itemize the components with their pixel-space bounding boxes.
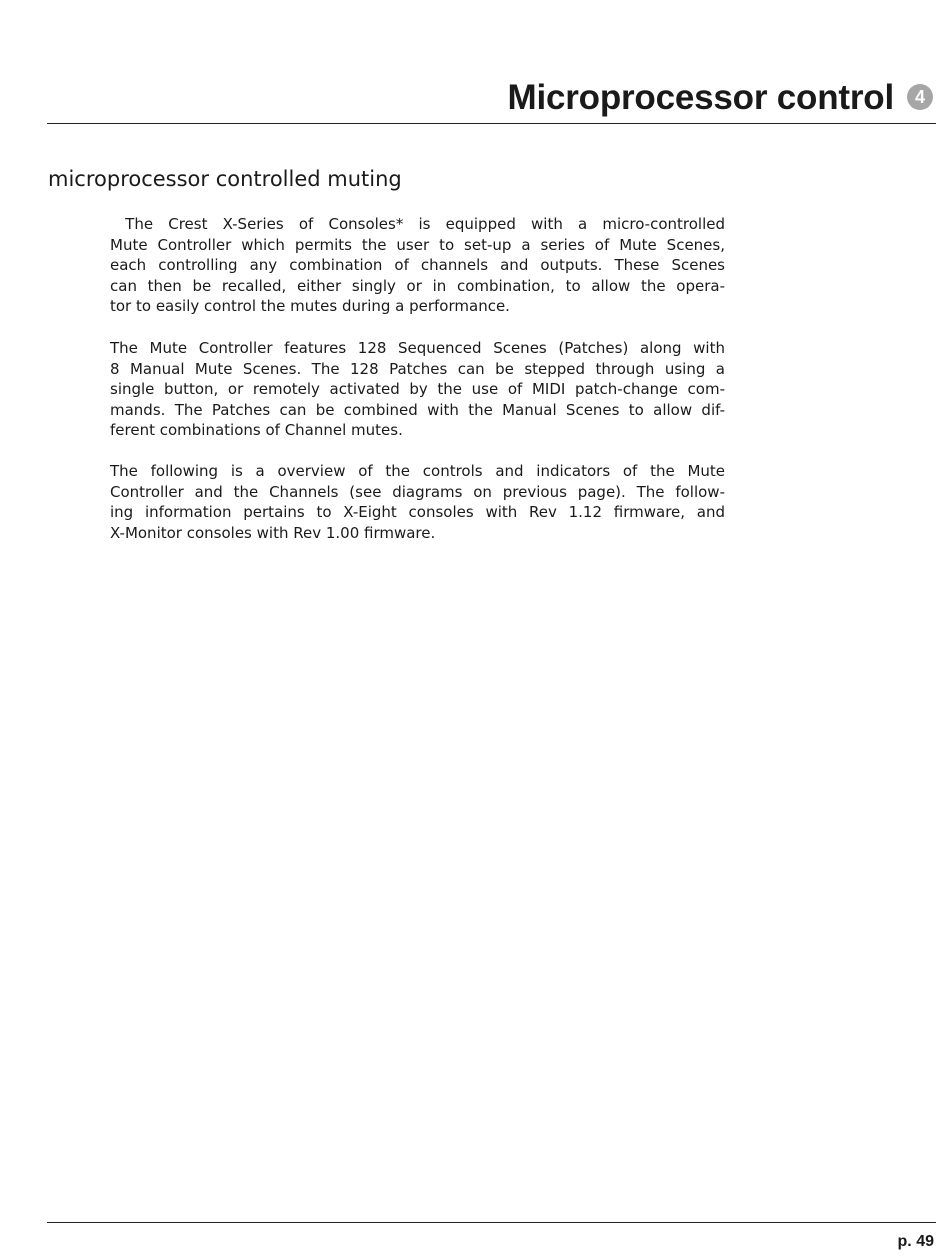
header-divider <box>47 123 936 124</box>
text-line: The Mute Controller features 128 Sequenced Scenes (Patches) along with <box>110 339 725 357</box>
text-line: 8 Manual Mute Scenes. The 128 Patches can be stepped through using a <box>110 359 725 378</box>
text-line: each controlling any combination of channels and outputs. These Scenes <box>110 256 725 275</box>
text-line: can then be recalled, either singly or in combination, to allow the opera- <box>110 276 725 295</box>
text-line: single button, or remotely activated by the use of MIDI patch-change com- <box>110 380 725 399</box>
chapter-number-badge: 4 <box>907 84 933 110</box>
page-title: Microprocessor control <box>507 78 894 117</box>
body-paragraph-1 <box>110 214 725 317</box>
text-line: X-Monitor consoles with Rev 1.00 firmware. <box>110 523 436 542</box>
text-line: The Crest X-Series of Consoles* is equipped with a micro-controlled <box>110 215 725 233</box>
text-line: mands. The Patches can be combined with the Manual Scenes to allow dif- <box>110 400 725 419</box>
section-heading: microprocessor controlled muting <box>48 167 402 191</box>
footer-divider <box>47 1222 936 1223</box>
text-line: Mute Controller which permits the user to set-up a series of Mute Scenes, <box>110 235 725 254</box>
text-line: tor to easily control the mutes during a performance. <box>110 297 510 316</box>
text-line: ing information pertains to X-Eight consoles with Rev 1.12 firmware, and <box>110 503 725 522</box>
text-line: ferent combinations of Channel mutes. <box>110 421 403 440</box>
text-line: Controller and the Channels (see diagrams on previous page). The follow- <box>110 482 725 501</box>
body-paragraph-2 <box>110 338 725 441</box>
text-line: The following is a overview of the controls and indicators of the Mute <box>110 462 725 480</box>
page-number: p. 49 <box>897 1233 934 1250</box>
body-paragraph-3 <box>110 461 725 543</box>
